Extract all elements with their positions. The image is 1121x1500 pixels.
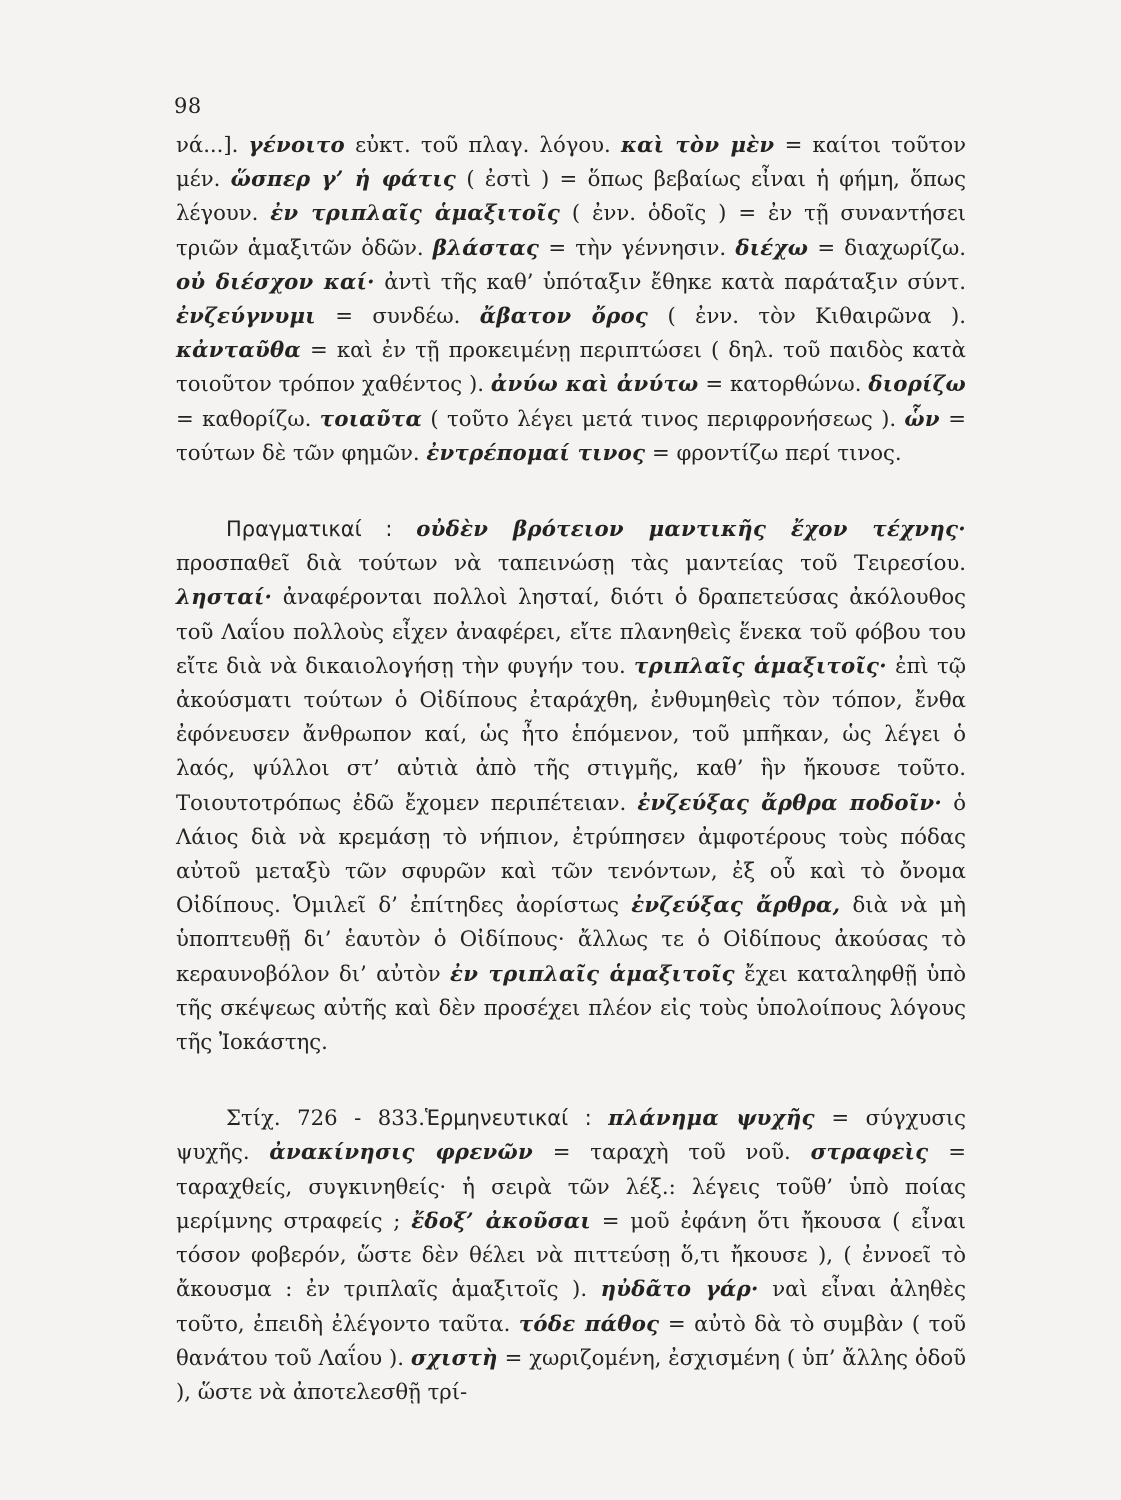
- lemma-term: καὶ τὸν μὲν: [620, 132, 775, 157]
- body-text: ἐπὶ τῷ ἀκούσματι τούτων ὁ Οἰδίπους ἐταράχθη, ἐνθυμηθεὶς τὸν τόπον, ἔνθα ἐφόνευσεν ἄνθρωπον καί, ὡς ἦτο ἑπόμενον, τοῦ μπῆκαν, ὡς λέγει ὁ λαός, ψύλλοι στ’ αὐτιὰ ἀπὸ τῆς στιγμῆς, καθ’ ἣν ἤκουσε τοῦτο. Τοιουτοτρόπως ἐδῶ ἔχομεν περιπέτειαν.: [176, 652, 966, 815]
- body-text: = ταραχθείς, συγκινηθείς· ἡ σειρὰ τῶν λέξ.: λέγεις τοῦθ’ ὑπὸ ποίας μερίμνης στραφείς ;: [176, 1139, 966, 1233]
- body-text: = μοῦ ἐφάνη ὅτι ἤκουσα ( εἶναι τόσον φοβερόν, ὥστε δὲν θέλει νὰ πιττεύσῃ ὅ,τι ἤκουσε ), ( ἐννοεῖ τὸ ἄκουσμα : ἐν τριπλαῖς ἁμαξιτοῖς ).: [176, 1207, 966, 1302]
- lemma-term: τριπλαῖς ἁμαξιτοῖς·: [634, 652, 887, 678]
- lemma-term: ηὐδᾶτο γάρ·: [600, 1276, 759, 1302]
- page-body: [176, 128, 966, 1409]
- lemma-term: ἐντρέπομαί τινος: [426, 439, 646, 465]
- body-text: = αὐτὸ δὰ τὸ συμβὰν ( τοῦ θανάτου τοῦ Λαΐου ).: [176, 1310, 966, 1370]
- body-text: = ταραχὴ τοῦ νοῦ.: [532, 1139, 811, 1165]
- lemma-term: λησταί·: [176, 584, 273, 610]
- body-text: = κατορθώνω.: [698, 371, 869, 397]
- lemma-term: τόδε πάθος: [518, 1310, 660, 1336]
- body-text: ( ἐνν. ὁδοῖς ) = ἐν τῇ συναντήσει τριῶν ἁμαξιτῶν ὁδῶν.: [176, 200, 966, 260]
- pragmatikai-paragraph: [176, 512, 966, 1059]
- lemma-term: ἀνακίνησις φρενῶν: [269, 1139, 533, 1165]
- body-text: = καὶ ἐν τῇ προκειμένῃ περιπτώσει ( δηλ. τοῦ παιδὸς κατὰ τοιοῦτον τρόπον χαθέντος ).: [176, 337, 966, 397]
- body-text: [592, 1105, 609, 1130]
- body-text: νά...].: [176, 132, 249, 157]
- lemma-term: οὐδὲν βρότειον μαντικῆς ἔχον τέχνης·: [416, 516, 966, 542]
- body-text: διὰ νὰ μὴ ὑποπτευθῇ δι’ ἑαυτὸν ὁ Οἰδίπους· ἄλλως τε ὁ Οἰδίπους ἀκούσας τὸ κεραυνοβόλον δι’ αὐτὸν: [176, 892, 966, 986]
- body-text: = χωριζομένη, ἐσχισμένη ( ὑπ’ ἄλλης ὁδοῦ ), ὥστε νὰ ἀποτελεσθῇ τρί-: [176, 1344, 966, 1404]
- lemma-term: ἐνζεύξας ἄρθρα ποδοῖν·: [637, 789, 943, 815]
- lemma-term: ἀνύω καὶ ἀνύτω: [490, 371, 699, 397]
- body-text: ὁ Λάιος διὰ νὰ κρεμάσῃ τὸ νήπιον, ἐτρύπησεν ἀμφοτέρους τοὺς πόδας αὐτοῦ μεταξὺ τῶν σφυρῶν καὶ τῶν τενόντων, ἐξ οὗ καὶ τὸ ὄνομα Οἰδίπους. Ὁμιλεῖ δ’ ἐπίτηδες ἀορίστως: [176, 789, 966, 918]
- body-text: = καίτοι τοῦτον μέν.: [176, 132, 966, 192]
- lemma-term: ἐνζεύγνυμι: [176, 303, 316, 329]
- body-text: εὐκτ. τοῦ πλαγ. λόγου.: [345, 132, 621, 157]
- lemma-term: τοιαῦτα: [319, 405, 423, 431]
- lemma-term: ἐν τριπλαῖς ἁμαξιτοῖς: [450, 960, 735, 986]
- lemma-term: ὧν: [904, 405, 940, 431]
- lemma-term: ἐν τριπλαῖς ἁμαξιτοῖς: [270, 200, 561, 226]
- lemma-term: πλάνημα ψυχῆς: [608, 1105, 815, 1131]
- section-heading: Πραγματικαί :: [226, 517, 393, 542]
- lemma-term: στραφεὶς: [810, 1139, 929, 1165]
- body-text: = τούτων δὲ τῶν φημῶν.: [176, 405, 966, 465]
- body-text: = διαχωρίζω.: [808, 234, 966, 260]
- body-text: ( ἐστὶ ) = ὅπως βεβαίως εἶναι ἡ φήμη, ὅπως λέγουν.: [176, 166, 966, 226]
- lemma-term: γένοιτο: [248, 132, 345, 157]
- body-text: = καθορίζω.: [176, 405, 320, 431]
- body-text: = σύγχυσις ψυχῆς.: [176, 1105, 966, 1165]
- ermineftikai-paragraph: [176, 1101, 966, 1409]
- body-text: ναὶ εἶναι ἀληθὲς τοῦτο, ἐπειδὴ ἐλέγοντο ταῦτα.: [176, 1276, 966, 1336]
- body-text: = συνδέω.: [315, 303, 480, 329]
- lemma-term: διέχω: [735, 234, 809, 260]
- body-text: ( ἐνν. τὸν Κιθαιρῶνα ).: [648, 303, 966, 329]
- body-text: προσπαθεῖ διὰ τούτων νὰ ταπεινώσῃ τὰς μαντείας τοῦ Τειρεσίου.: [176, 550, 966, 576]
- lemma-term: ὥσπερ γ’ ἡ φάτις: [230, 166, 457, 192]
- lemma-term: σχιστὴ: [410, 1344, 498, 1370]
- body-text: [392, 516, 416, 541]
- page-number: 98: [174, 94, 202, 118]
- body-text: = τὴν γέννησιν.: [539, 234, 736, 260]
- lemma-term: κἀνταῦθα: [176, 337, 301, 363]
- body-text: ἔχει καταληφθῇ ὑπὸ τῆς σκέψεως αὐτῆς καὶ δὲν προσέχει πλέον εἰς τοὺς ὑπολοίπους λόγους τῆς Ἰοκάστης.: [176, 960, 967, 1055]
- lemma-term: οὐ διέσχον καί·: [176, 268, 375, 294]
- body-text: ( τοῦτο λέγει μετά τινος περιφρονήσεως ).: [422, 405, 905, 431]
- lemma-term: διορίζω: [868, 371, 967, 397]
- glossary-paragraph: [176, 128, 966, 470]
- section-heading: Ἑρμηνευτικαί :: [424, 1106, 592, 1131]
- body-text: ἀντὶ τῆς καθ’ ὑπόταξιν ἔθηκε κατὰ παράταξιν σύντ.: [374, 268, 967, 294]
- verse-reference: Στίχ. 726 - 833.: [226, 1105, 425, 1131]
- lemma-term: ἄβατον ὄρος: [479, 303, 649, 329]
- lemma-term: ἐνζεύξας ἄρθρα,: [631, 892, 841, 918]
- lemma-term: ἔδοξ’ ἀκοῦσαι: [411, 1207, 591, 1233]
- body-text: ἀναφέρονται πολλοὶ λησταί, διότι ὁ δραπετεύσας ἀκόλουθος τοῦ Λαΐου πολλοὺς εἶχεν ἀναφέρει, εἴτε πλανηθεὶς ἕνεκα τοῦ φόβου του εἴτε διὰ νὰ δικαιολογήσῃ τὴν φυγήν του.: [176, 584, 966, 678]
- lemma-term: βλάστας: [432, 234, 540, 260]
- body-text: = φροντίζω περί τινος.: [645, 439, 902, 465]
